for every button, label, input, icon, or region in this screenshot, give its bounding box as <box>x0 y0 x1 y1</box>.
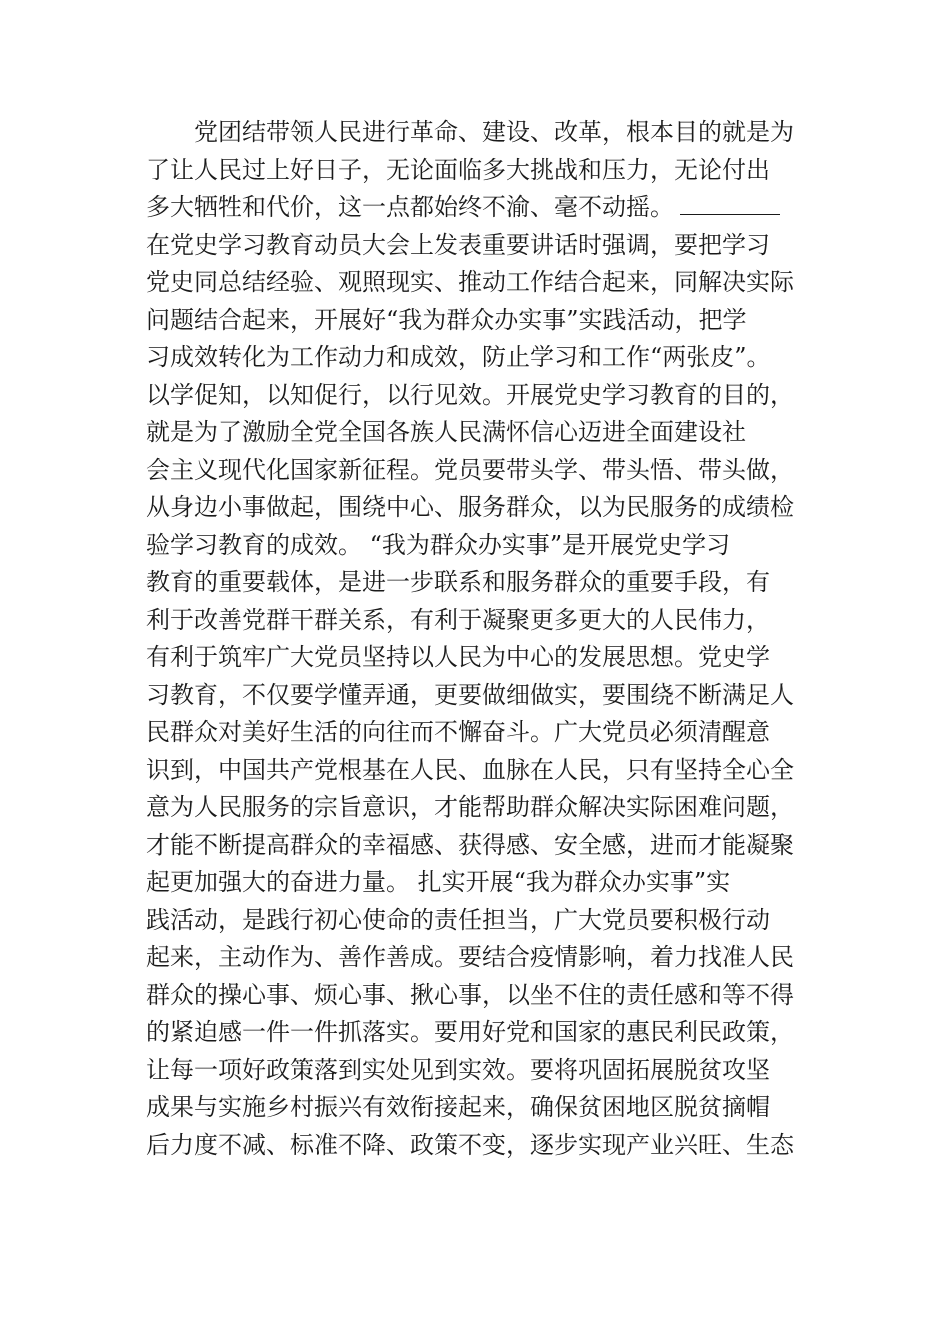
text-line: 问题结合起来，开展好“我为群众办实事”实践活动，把学 <box>146 305 747 334</box>
text-line: 意为人民服务的宗旨意识，才能帮助群众解决实际困难问题， <box>146 793 794 821</box>
text-line: 党史同总结经验、观照现实、推动工作结合起来，同解决实际 <box>146 268 794 296</box>
text-line: 了让人民过上好日子，无论面临多大挑战和压力，无论付出 <box>146 155 770 184</box>
text-line: 习成效转化为工作动力和成效，防止学习和工作“两张皮”。 <box>146 343 771 371</box>
text-line-content: 多大牺牲和代价，这一点都始终不渝、毫不动摇。 <box>146 193 674 221</box>
text-line: 才能不断提高群众的幸福感、获得感、安全感，进而才能凝聚 <box>146 830 794 859</box>
text-line: 民群众对美好生活的向往而不懈奋斗。广大党员必须清醒意 <box>146 718 770 746</box>
text-line: 起来，主动作为、善作善成。要结合疫情影响，着力找准人民 <box>146 943 794 971</box>
text-line: 以学促知，以知促行，以行见效。开展党史学习教育的目的， <box>146 380 794 409</box>
text-line: 后力度不减、标准不降、政策不变，逐步实现产业兴旺、生态 <box>146 1130 794 1159</box>
text-line: 验学习教育的成效。 “我为群众办实事”是开展党史学习 <box>146 530 731 559</box>
text-line: 让每一项好政策落到实处见到实效。要将巩固拓展脱贫攻坚 <box>146 1055 770 1084</box>
text-line: 践活动，是践行初心使命的责任担当，广大党员要积极行动 <box>146 905 770 934</box>
text-line: 有利于筑牢广大党员坚持以人民为中心的发展思想。党史学 <box>146 643 770 671</box>
text-line: 就是为了激励全党全国各族人民满怀信心迈进全面建设社 <box>146 418 746 446</box>
text-line: 起更加强大的奋进力量。 扎实开展“我为群众办实事”实 <box>146 868 731 896</box>
text-line: 在党史学习教育动员大会上发表重要讲话时强调，要把学习 <box>146 230 770 259</box>
text-line: 教育的重要载体，是进一步联系和服务群众的重要手段，有 <box>146 568 770 596</box>
text-line: 从身边小事做起，围绕中心、服务群众，以为民服务的成绩检 <box>146 493 794 521</box>
fill-in-blank-underline <box>680 192 780 215</box>
text-line: 利于改善党群干群关系，有利于凝聚更多更大的人民伟力， <box>146 605 770 634</box>
text-line: 党团结带领人民进行革命、建设、改革，根本目的就是为 <box>146 118 794 146</box>
text-line: 的紧迫感一件一件抓落实。要用好党和国家的惠民利民政策， <box>146 1018 794 1046</box>
text-line: 会主义现代化国家新征程。党员要带头学、带头悟、带头做， <box>146 455 794 484</box>
text-line: 识到，中国共产党根基在人民、血脉在人民，只有坚持全心全 <box>146 755 794 784</box>
body-text <box>146 114 826 1164</box>
text-line: 成果与实施乡村振兴有效衔接起来，确保贫困地区脱贫摘帽 <box>146 1093 770 1121</box>
text-line-with-blank <box>146 189 826 227</box>
text-line: 习教育，不仅要学懂弄通，更要做细做实，要围绕不断满足人 <box>146 680 794 709</box>
text-line: 群众的操心事、烦心事、揪心事，以坐不住的责任感和等不得 <box>146 980 794 1009</box>
